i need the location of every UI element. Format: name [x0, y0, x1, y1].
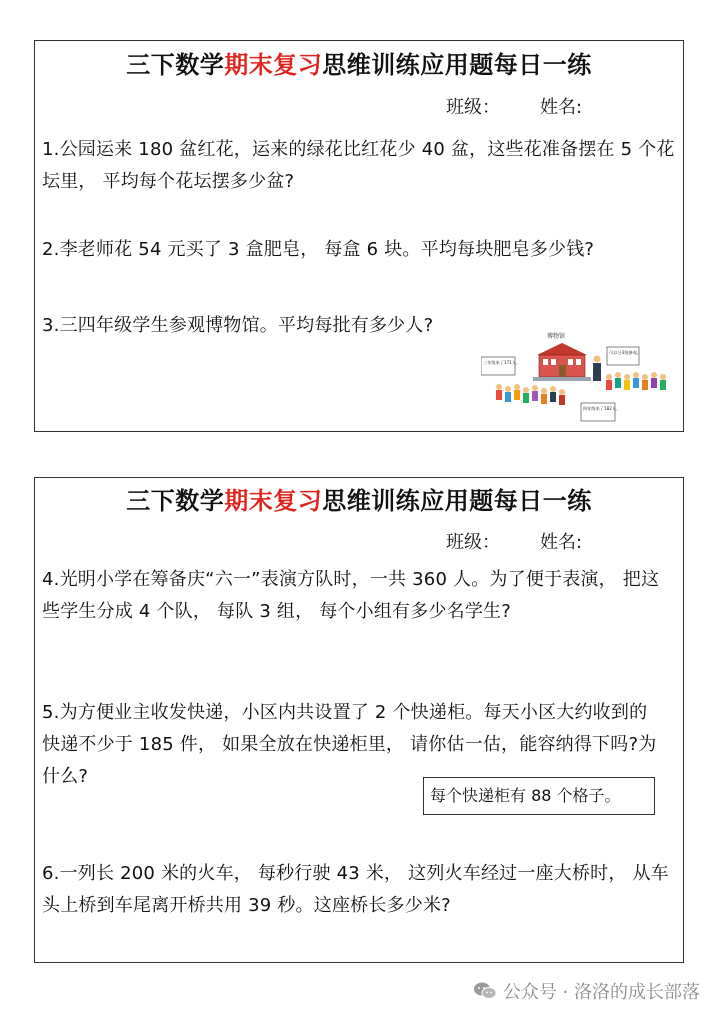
- question-6-line-2: 头上桥到车尾离开桥共用 39 秒。这座桥长多少米?: [42, 895, 451, 916]
- class-label: 班级：: [446, 532, 500, 553]
- question-5-line-1: 5.为方便业主收发快递，小区内共设置了 2 个快递柜。每天小区大约收到的: [42, 702, 648, 723]
- question-1-line-2: 坛里， 平均每个花坛摆多少盆?: [42, 171, 295, 192]
- students-right-group: [606, 372, 666, 390]
- worksheet-title: [35, 481, 683, 516]
- title-suffix: 思维训练应用题每日一练: [322, 51, 592, 79]
- museum-label: 博物馆: [547, 333, 566, 340]
- watermark: [473, 978, 700, 1004]
- question-4-line-1: 4.光明小学在筹备庆“六一”表演方队时，一共 360 人。为了便于表演， 把这: [42, 569, 660, 590]
- hint-box: 每个快递柜有 88 个格子。: [423, 777, 655, 815]
- worksheet-title: [35, 45, 683, 80]
- question-5-line-3: 什么?: [42, 766, 89, 787]
- guide-figure: [593, 356, 601, 382]
- museum-illustration: [481, 329, 677, 425]
- question-1: [42, 134, 682, 198]
- question-3-line-1: 3.三四年级学生参观博物馆。平均每批有多少人?: [42, 315, 434, 336]
- title-prefix: 三下数学: [126, 487, 225, 515]
- museum-roof: [537, 343, 587, 355]
- question-5-line-2: 快递不少于 185 件， 如果全放在快递柜里， 请你估一估，能容纳得下吗?为: [42, 734, 657, 755]
- name-label: 姓名:: [540, 97, 583, 118]
- question-6-line-1: 6.一列长 200 米的火车， 每秒行驶 43 米， 这列火车经过一座大桥时， 从车: [42, 863, 669, 884]
- worksheet-card-2: [34, 477, 684, 963]
- bubble-batches-text: 可以分3批参观。: [609, 350, 641, 355]
- title-suffix: 思维训练应用题每日一练: [322, 487, 592, 515]
- worksheet-card-1: [34, 40, 684, 432]
- name-label: 姓名:: [540, 532, 583, 553]
- title-highlight: 期末复习: [224, 51, 323, 79]
- question-4: [42, 564, 682, 628]
- question-1-line-1: 1.公园运来 180 盆红花，运来的绿花比红花少 40 盆，这些花准备摆在 5 个花: [42, 139, 675, 160]
- question-6: [42, 858, 682, 922]
- question-2-line-1: 2.李老师花 54 元买了 3 盒肥皂， 每盒 6 块。平均每块肥皂多少钱?: [42, 239, 595, 260]
- bubble-grade4-text: 四年级来了182人。: [583, 406, 621, 411]
- class-label: 班级：: [446, 97, 500, 118]
- title-prefix: 三下数学: [126, 51, 225, 79]
- title-highlight: 期末复习: [224, 487, 323, 515]
- watermark-text: 公众号 · 洛洛的成长部落: [502, 982, 700, 1003]
- question-4-line-2: 些学生分成 4 个队， 每队 3 组， 每个小组有多少名学生?: [42, 601, 511, 622]
- bubble-grade3-text: 三年级来了171人。: [483, 360, 521, 365]
- wechat-icon: [473, 981, 497, 1001]
- question-2: [42, 234, 682, 266]
- students-left-group: [496, 384, 565, 405]
